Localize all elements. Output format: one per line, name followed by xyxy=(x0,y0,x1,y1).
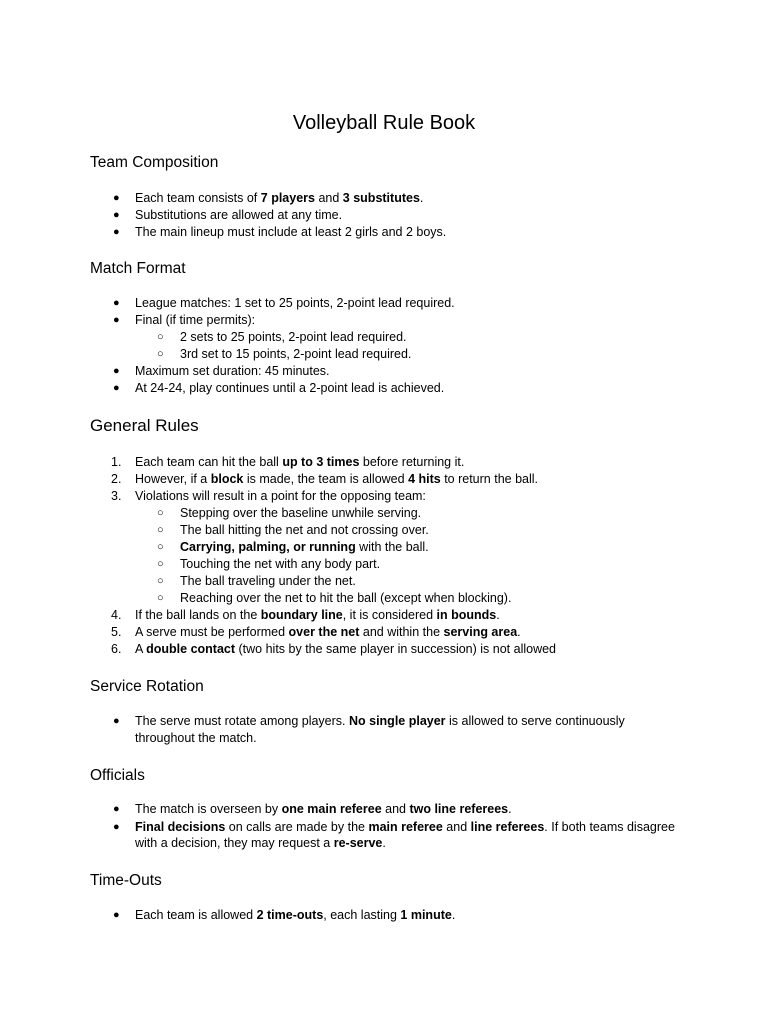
list-item-deuce: At 24-24, play continues until a 2-point lead is achieved. xyxy=(135,381,445,395)
bullet-marker: ● xyxy=(113,821,120,833)
bullet-marker: ● xyxy=(113,909,120,921)
sub-bullet-marker: ○ xyxy=(157,524,164,536)
service-rotation-text-line2: throughout the match. xyxy=(135,731,257,745)
rule-block: However, if a block is made, the team is allowed 4 hits to return the ball. xyxy=(135,472,538,486)
sub-bullet-marker: ○ xyxy=(157,592,164,604)
heading-time-outs: Time-Outs xyxy=(90,872,162,889)
bullet-marker: ● xyxy=(113,314,120,326)
rule-serve: A serve must be performed over the net and within the serving area. xyxy=(135,625,521,639)
violation-net-not-crossing: The ball hitting the net and not crossing over. xyxy=(180,523,429,537)
sub-bullet-marker: ○ xyxy=(157,558,164,570)
list-item-team-size: Each team consists of 7 players and 3 substitutes. xyxy=(135,191,424,205)
list-item-lineup: The main lineup must include at least 2 girls and 2 boys. xyxy=(135,225,447,239)
sub-bullet-marker: ○ xyxy=(157,541,164,553)
bullet-marker: ● xyxy=(113,715,120,727)
sub-bullet-marker: ○ xyxy=(157,575,164,587)
violation-carrying: Carrying, palming, or running with the ball. xyxy=(180,540,429,554)
sub-bullet-marker: ○ xyxy=(157,348,164,360)
bullet-marker: ● xyxy=(113,297,120,309)
violation-baseline: Stepping over the baseline unwhile serving. xyxy=(180,506,422,520)
sub-bullet-marker: ○ xyxy=(157,507,164,519)
bullet-marker: ● xyxy=(113,803,120,815)
officials-decisions-line2: with a decision, they may request a re-serve. xyxy=(135,836,386,850)
sub-bullet-marker: ○ xyxy=(157,331,164,343)
rule-double-contact: A double contact (two hits by the same player in succession) is not allowed xyxy=(135,642,557,656)
rule-violations: Violations will result in a point for the opposing team: xyxy=(135,489,426,503)
list-number: 4. xyxy=(111,608,122,622)
bullet-marker: ● xyxy=(113,226,120,238)
list-item-substitutions: Substitutions are allowed at any time. xyxy=(135,208,343,222)
list-item-duration: Maximum set duration: 45 minutes. xyxy=(135,364,330,378)
list-number: 6. xyxy=(111,642,122,656)
time-outs-rule: Each team is allowed 2 time-outs, each lasting 1 minute. xyxy=(135,908,456,922)
officials-overseen: The match is overseen by one main referee and two line referees. xyxy=(135,802,512,816)
list-number: 1. xyxy=(111,455,122,469)
heading-service-rotation: Service Rotation xyxy=(90,678,204,695)
bullet-marker: ● xyxy=(113,209,120,221)
sub-item-third-set: 3rd set to 15 points, 2-point lead required. xyxy=(180,347,412,361)
officials-decisions-line1: Final decisions on calls are made by the main referee and line referees. If both teams disagree xyxy=(135,820,675,834)
sub-item-two-sets: 2 sets to 25 points, 2-point lead required. xyxy=(180,330,407,344)
bullet-marker: ● xyxy=(113,382,120,394)
bullet-marker: ● xyxy=(113,192,120,204)
list-item-final: Final (if time permits): xyxy=(135,313,256,327)
service-rotation-text-line1: The serve must rotate among players. No single player is allowed to serve continuously xyxy=(135,714,625,728)
rule-hits-limit: Each team can hit the ball up to 3 times before returning it. xyxy=(135,455,465,469)
document-title: Volleyball Rule Book xyxy=(292,112,476,134)
list-number: 2. xyxy=(111,472,122,486)
list-number: 5. xyxy=(111,625,122,639)
heading-officials: Officials xyxy=(90,767,145,784)
heading-match-format: Match Format xyxy=(90,260,186,277)
list-item-league: League matches: 1 set to 25 points, 2-point lead required. xyxy=(135,296,455,310)
violation-under-net: The ball traveling under the net. xyxy=(180,574,356,588)
bullet-marker: ● xyxy=(113,365,120,377)
heading-general-rules: General Rules xyxy=(90,416,199,435)
violation-reaching-over: Reaching over the net to hit the ball (except when blocking). xyxy=(180,591,512,605)
violation-touching-net: Touching the net with any body part. xyxy=(180,557,381,571)
rule-boundary-line: If the ball lands on the boundary line, it is considered in bounds. xyxy=(135,608,500,622)
heading-team-composition: Team Composition xyxy=(90,154,219,171)
list-number: 3. xyxy=(111,489,122,503)
